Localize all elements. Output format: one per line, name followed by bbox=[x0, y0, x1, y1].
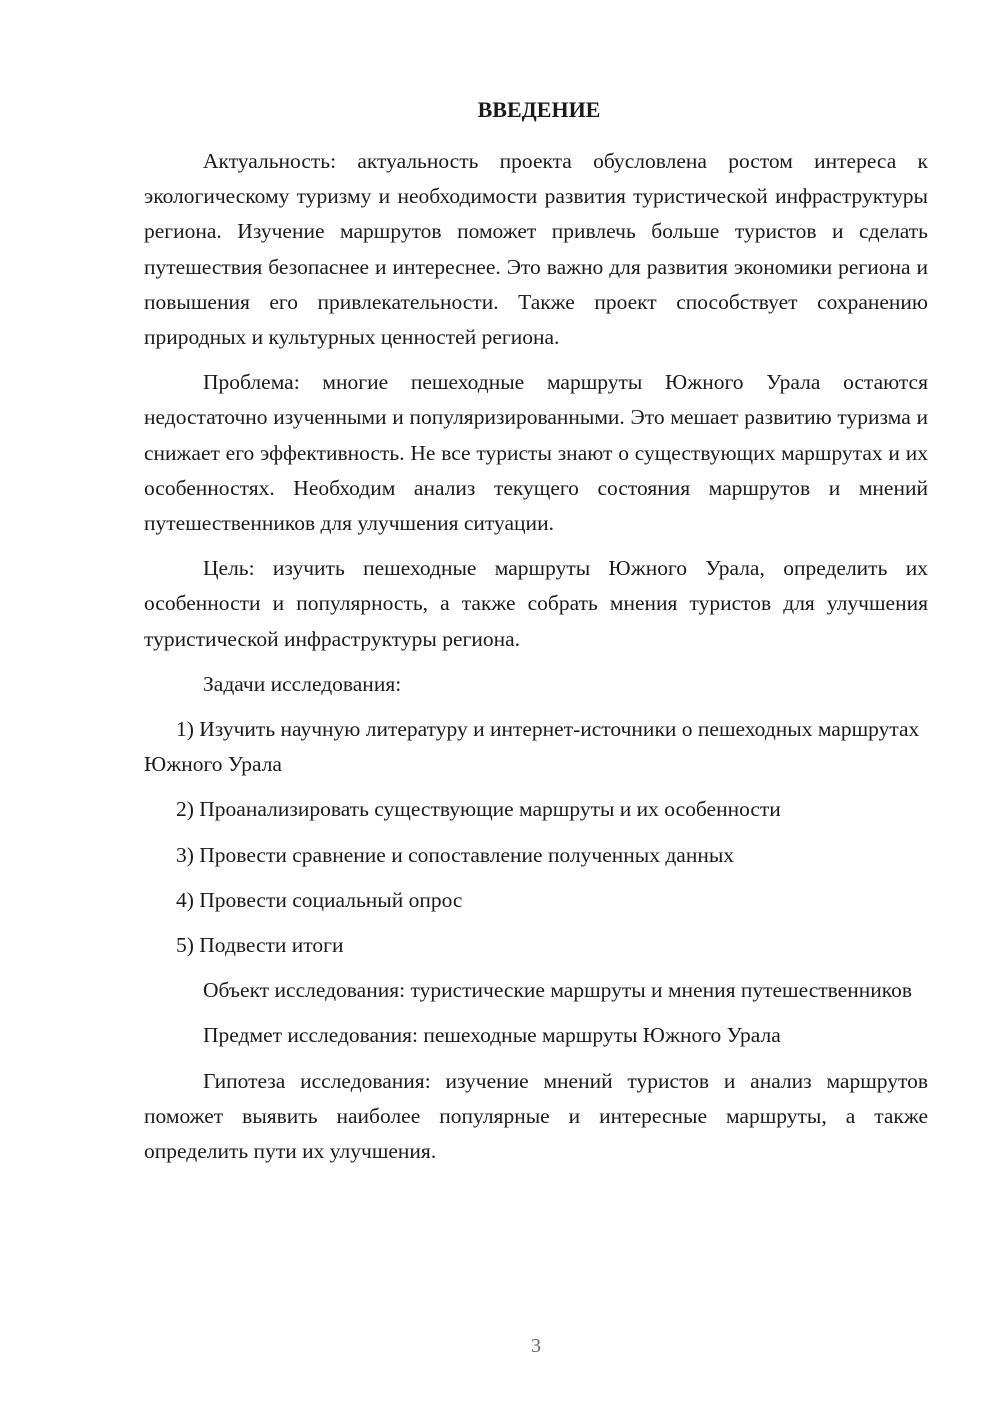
list-item: 3) Провести сравнение и сопоставление полученных данных bbox=[176, 842, 735, 867]
list-item: 2) Проанализировать существующие маршруты и их особенности bbox=[176, 797, 781, 822]
list-item: 1) Изучить научную литературу и интернет-источники о пешеходных маршрутах Южного Урала bbox=[144, 717, 920, 777]
tasks-heading: Задачи исследования: bbox=[203, 671, 402, 696]
page-content bbox=[144, 92, 928, 1169]
goal-paragraph: Цель: изучить пешеходные маршруты Южного Урала, определить их особенности и популярность, а также собрать мнения туристов для улучшения туристической инфраструктуры региона. bbox=[144, 556, 928, 651]
hypothesis-paragraph: Гипотеза исследования: изучение мнений туристов и анализ маршрутов поможет выявить наиболее популярные и интересные маршруты, а также определить пути их улучшения. bbox=[144, 1068, 928, 1164]
subject-paragraph: Предмет исследования: пешеходные маршруты Южного Урала bbox=[203, 1023, 781, 1048]
tasks-list bbox=[144, 712, 928, 963]
list-item: 4) Провести социальный опрос bbox=[176, 887, 463, 912]
page-number: 3 bbox=[531, 1335, 541, 1357]
object-paragraph: Объект исследования: туристические маршруты и мнения путешественников bbox=[203, 978, 912, 1003]
problem-paragraph: Проблема: многие пешеходные маршруты Южного Урала остаются недостаточно изученными и популяризированными. Это мешает развитию туризма и снижает его эффективность. Не все туристы знают о существующих маршрутах и их особенностях. Необходим анализ текущего состояния маршрутов и мнений путешественников для улучшения ситуации. bbox=[144, 370, 928, 536]
section-title: ВВЕДЕНИЕ bbox=[477, 97, 601, 122]
relevance-paragraph: Актуальность: актуальность проекта обусловлена ростом интереса к экологическому туризму и необходимости развития туристической инфраструктуры региона. Изучение маршрутов поможет привлечь больше туристов и сделать путешествия безопаснее и интереснее. Это важно для развития экономики региона и повышения его привлекательности. Также проект способствует сохранению природных и культурных ценностей региона. bbox=[144, 149, 928, 350]
list-item: 5) Подвести итоги bbox=[176, 933, 344, 958]
